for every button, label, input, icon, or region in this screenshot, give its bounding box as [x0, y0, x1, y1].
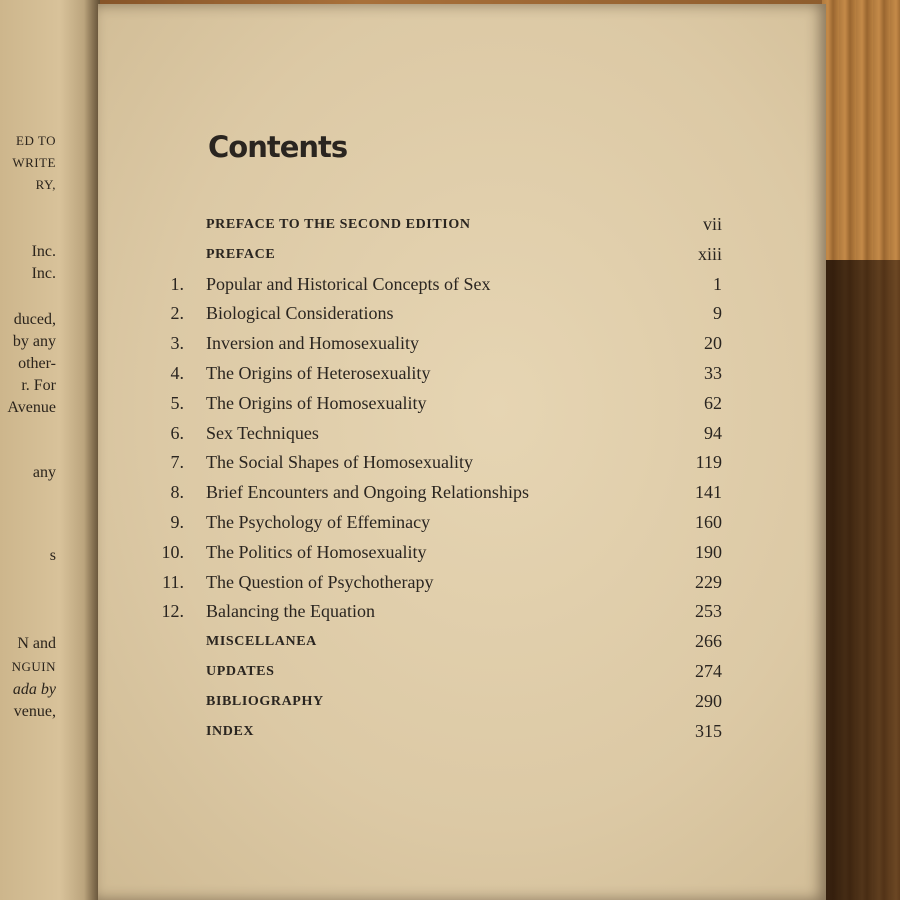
chapter-title: BIBLIOGRAPHY: [206, 693, 324, 709]
chapter-title: The Question of Psychotherapy: [206, 571, 434, 592]
left-fragment: RY,: [35, 177, 56, 192]
left-fragment: other-: [18, 355, 56, 372]
page-number: 290: [695, 690, 722, 711]
chapter-number: 8.: [170, 482, 184, 503]
chapter-title: PREFACE: [206, 246, 276, 262]
toc-entry: [150, 244, 730, 270]
page-number: 62: [704, 392, 722, 413]
toc-entry: [150, 333, 730, 359]
page-number: 33: [704, 363, 722, 383]
chapter-number: 7.: [170, 452, 184, 473]
chapter-title: Balancing the Equation: [206, 601, 375, 622]
chapter-title: Sex Techniques: [206, 422, 319, 443]
chapter-title: MISCELLANEA: [206, 634, 317, 650]
page-number: 253: [695, 601, 722, 622]
left-fragment: NGUIN: [11, 659, 56, 674]
chapter-number: 4.: [170, 363, 184, 383]
left-fragment: by any: [12, 333, 56, 350]
page-shadow: [826, 260, 900, 900]
chapter-number: 12.: [161, 601, 184, 622]
chapter-title: The Psychology of Effeminacy: [206, 512, 431, 532]
left-page: [0, 0, 100, 900]
page-number: 119: [695, 452, 722, 473]
chapter-number: 9.: [170, 512, 184, 532]
chapter-number: 3.: [170, 333, 184, 354]
chapter-number: 10.: [161, 541, 184, 562]
page-number: 9: [713, 303, 722, 324]
toc-entry: [150, 393, 730, 419]
toc-entry: [150, 661, 730, 687]
page-number: 266: [695, 631, 722, 652]
toc-entry: [150, 274, 730, 300]
toc-entry: [150, 423, 730, 449]
chapter-number: 11.: [162, 571, 184, 592]
toc-entry: [150, 512, 730, 538]
chapter-number: 6.: [170, 422, 184, 443]
toc-entry: [150, 303, 730, 329]
toc-entry: [150, 691, 730, 717]
left-fragment: any: [32, 464, 56, 481]
chapter-title: The Politics of Homosexuality: [206, 541, 427, 562]
page-number: 190: [695, 541, 722, 562]
left-fragment: r. For: [21, 377, 56, 394]
page-number: 141: [695, 482, 722, 503]
toc-entry: [150, 214, 730, 240]
chapter-title: INDEX: [206, 723, 255, 739]
page-number: 94: [704, 422, 722, 443]
chapter-number: 1.: [170, 273, 184, 294]
page-number: 229: [695, 571, 722, 592]
page-number: xiii: [697, 243, 722, 264]
toc-entry: [150, 363, 730, 389]
page-number: 1: [713, 273, 722, 294]
toc-entry: [150, 482, 730, 508]
chapter-number: 2.: [170, 303, 184, 324]
chapter-number: 5.: [170, 392, 184, 413]
left-fragment: N and: [17, 635, 56, 652]
chapter-title: PREFACE TO THE SECOND EDITION: [206, 217, 471, 232]
page-number: 160: [695, 512, 722, 532]
left-fragment: WRITE: [12, 155, 56, 170]
page-number: vii: [702, 214, 722, 234]
page-title: Contents: [208, 130, 348, 164]
chapter-title: Popular and Historical Concepts of Sex: [206, 273, 491, 294]
left-fragment: duced,: [13, 311, 56, 328]
chapter-title: The Origins of Homosexuality: [206, 392, 427, 413]
chapter-title: UPDATES: [206, 664, 275, 679]
page-number: 20: [704, 333, 722, 354]
toc-entry: [150, 631, 730, 657]
chapter-title: Brief Encounters and Ongoing Relationships: [206, 482, 529, 503]
left-fragment: venue,: [13, 703, 56, 720]
toc-entry: [150, 601, 730, 627]
chapter-title: The Social Shapes of Homosexuality: [206, 452, 473, 473]
page-number: 315: [695, 720, 722, 741]
page-number: 274: [695, 661, 722, 681]
toc-entry: [150, 721, 730, 747]
toc-entry: [150, 452, 730, 478]
toc-entry: [150, 572, 730, 598]
left-fragment: Inc.: [31, 265, 56, 282]
chapter-title: Biological Considerations: [206, 303, 394, 324]
left-fragment: s: [49, 547, 56, 564]
chapter-title: Inversion and Homosexuality: [206, 333, 419, 354]
left-fragment: ED TO: [16, 133, 56, 148]
chapter-title: The Origins of Heterosexuality: [206, 363, 431, 383]
toc-entry: [150, 542, 730, 568]
left-fragment: ada by: [12, 681, 56, 698]
left-fragment: Avenue: [7, 399, 56, 416]
left-fragment: Inc.: [31, 243, 56, 260]
